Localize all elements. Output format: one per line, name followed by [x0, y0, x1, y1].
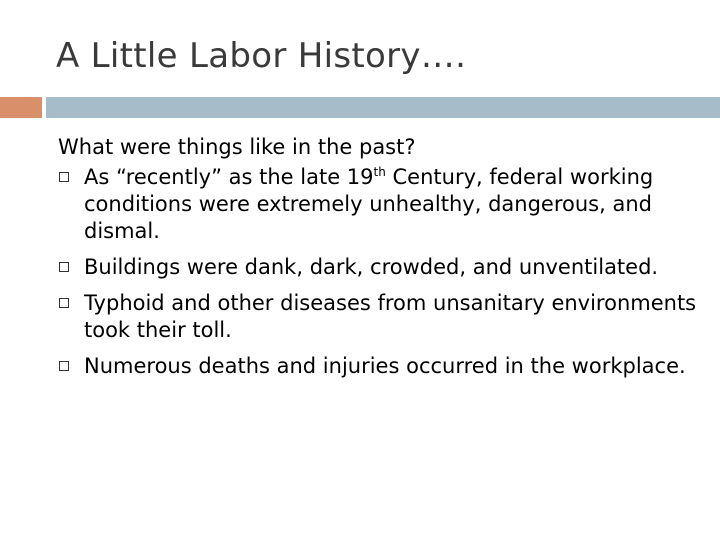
list-item	[58, 353, 698, 380]
bullet-text: Typhoid and other diseases from unsanitary environments took their toll.	[84, 291, 697, 342]
bullet-text	[84, 164, 698, 245]
square-bullet-icon	[59, 172, 69, 182]
accent-band-blue	[46, 97, 720, 118]
accent-band-orange	[0, 97, 42, 118]
bullet-text-part: As “recently” as the late 19	[84, 165, 374, 189]
bullet-text: Buildings were dank, dark, crowded, and unventilated.	[84, 255, 659, 279]
bullet-text-part: Century, federal working conditions were extremely unhealthy, dangerous, and dismal.	[84, 165, 654, 243]
list-item	[58, 164, 698, 245]
slide-title: A Little Labor History….	[56, 36, 467, 76]
list-item	[58, 290, 698, 344]
slide-body	[58, 132, 698, 389]
ordinal-superscript: th	[373, 165, 386, 179]
square-bullet-icon	[59, 361, 69, 371]
list-item	[58, 254, 698, 281]
square-bullet-icon	[59, 262, 69, 272]
intro-text: What were things like in the past?	[58, 135, 416, 159]
bullet-text: Numerous deaths and injuries occurred in the workplace.	[84, 354, 686, 378]
square-bullet-icon	[59, 298, 69, 308]
bullet-list	[58, 164, 698, 380]
